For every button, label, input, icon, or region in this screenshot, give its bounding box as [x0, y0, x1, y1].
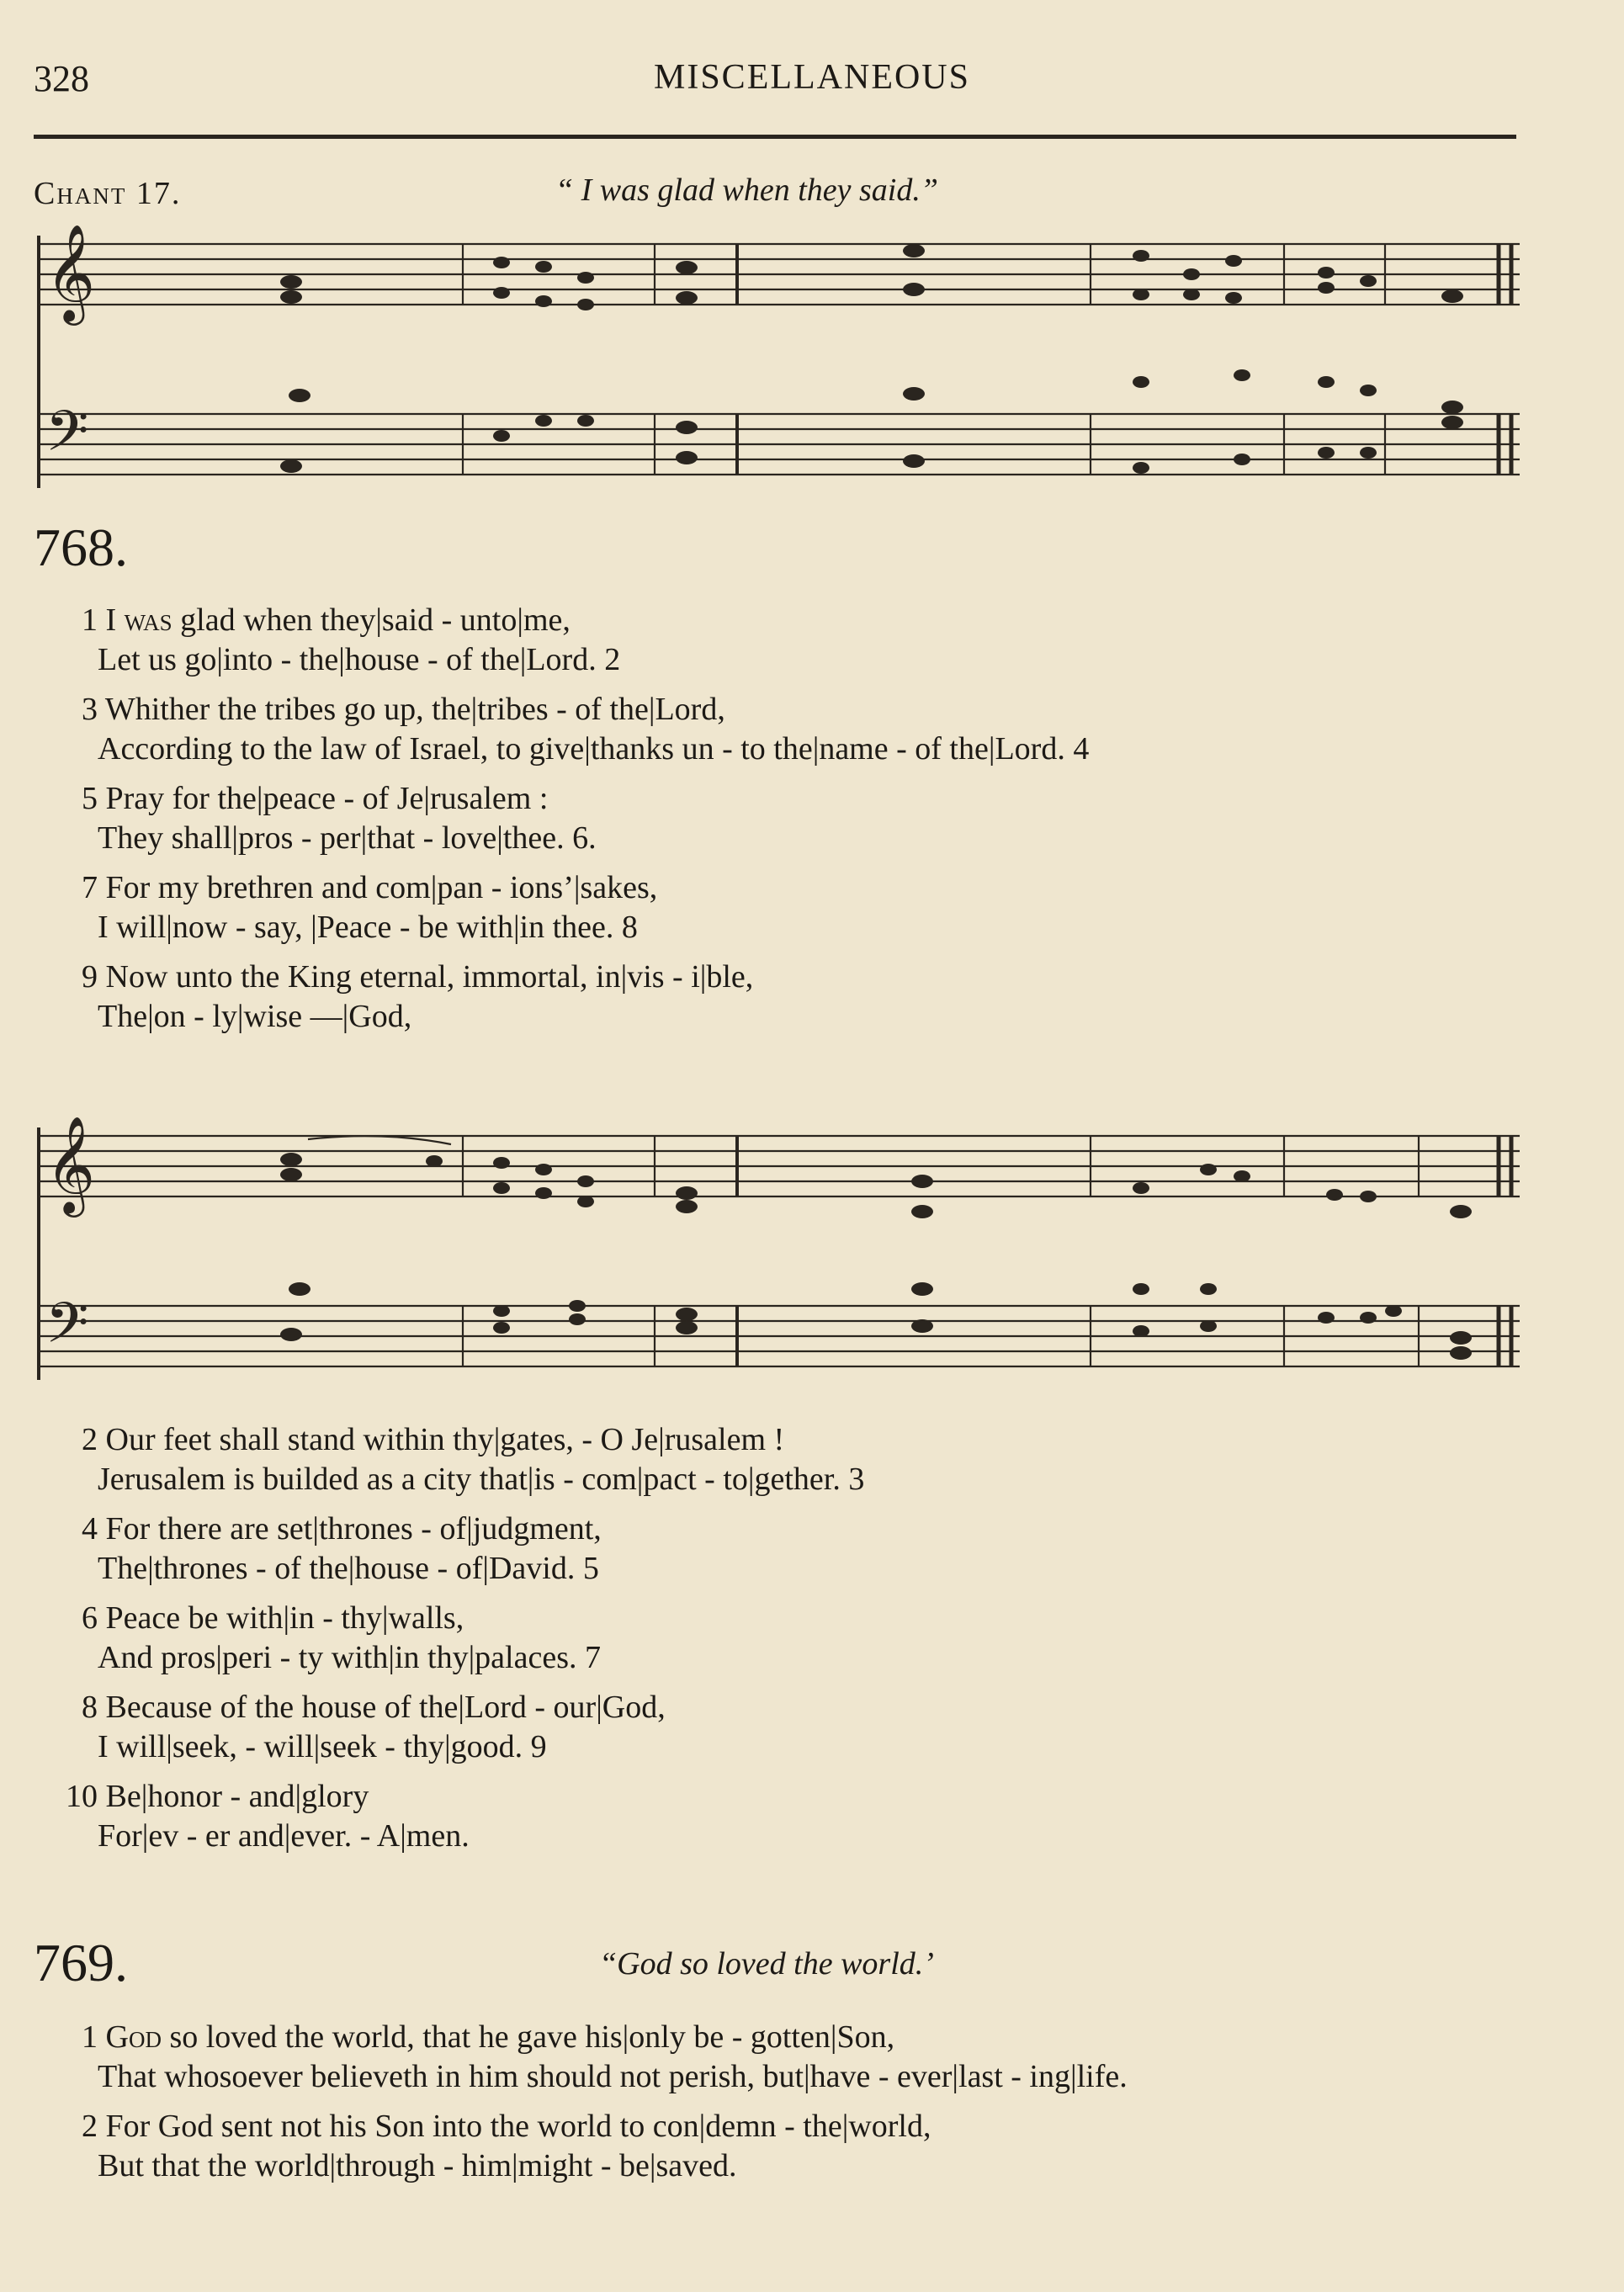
verse-number: 1 — [82, 602, 98, 638]
verse — [0, 1599, 1624, 1678]
verse-text: glad when they|said - unto|me, — [172, 602, 571, 638]
verse — [0, 2018, 1624, 2097]
verse-text: Because of the house of the|Lord - our|God, — [105, 1690, 666, 1725]
verse — [0, 779, 1624, 858]
verse-number: 5 — [82, 781, 98, 816]
verse — [0, 601, 1624, 680]
verse — [0, 1777, 1624, 1856]
verse-text: Our feet shall stand within thy|gates, - O Je|rusalem ! — [105, 1422, 785, 1457]
svg-text:𝄞: 𝄞 — [45, 223, 96, 321]
verse-first-word: I was — [105, 602, 172, 638]
chant-title: “ I was glad when they said.” — [555, 172, 938, 208]
verse-text: Peace be with|in - thy|walls, — [105, 1600, 464, 1636]
verse-number: 3 — [82, 692, 98, 727]
psalm-number: 768. — [34, 517, 128, 577]
page-number: 328 — [34, 58, 89, 99]
verse-text: I will|seek, - will|seek - thy|good. 9 — [98, 1729, 547, 1764]
verse-text: so loved the world, that he gave his|only be - gotten|Son, — [161, 2019, 895, 2055]
verse-text: For there are set|thrones - of|judgment, — [105, 1511, 602, 1547]
verse — [0, 1420, 1624, 1499]
verse-text: The|thrones - of the|house - of|David. 5 — [98, 1551, 599, 1586]
svg-text:𝄢: 𝄢 — [45, 1291, 89, 1369]
verse-text: Be|honor - and|glory — [105, 1779, 369, 1814]
verse-text: For|ev - er and|ever. - A|men. — [98, 1818, 470, 1854]
verse — [0, 2107, 1624, 2186]
verse-number: 2 — [82, 2109, 98, 2144]
verse — [0, 1688, 1624, 1767]
svg-text:𝄞: 𝄞 — [45, 1115, 96, 1213]
verse-number: 9 — [82, 959, 98, 995]
verse-text: That whosoever believeth in him should not perish, but|have - ever|last - ing|life. — [98, 2059, 1128, 2094]
verse — [0, 690, 1624, 769]
verse — [0, 868, 1624, 947]
music-staff-system — [30, 210, 1528, 505]
verses-768-a — [0, 601, 1624, 1047]
verse-text: I will|now - say, |Peace - be with|in thee. 8 — [98, 910, 638, 945]
verse-number: 1 — [82, 2019, 98, 2055]
verse — [0, 958, 1624, 1037]
verse-number: 8 — [82, 1690, 98, 1725]
running-head: MISCELLANEOUS — [653, 58, 970, 97]
verse — [0, 1509, 1624, 1589]
verse-text: Jerusalem is builded as a city that|is - com|pact - to|gether. 3 — [98, 1462, 865, 1497]
music-staff-system — [30, 1111, 1528, 1397]
verse-text: Whither the tribes go up, the|tribes - of the|Lord, — [104, 692, 725, 727]
verse-text: Pray for the|peace - of Je|rusalem : — [105, 781, 549, 816]
verses-768-b — [0, 1420, 1624, 1866]
verse-text: The|on - ly|wise —|God, — [98, 999, 412, 1034]
psalm-number: 769. — [34, 1933, 128, 1992]
verse-text: And pros|peri - ty with|in thy|palaces. 7 — [98, 1640, 601, 1675]
verse-first-word: God — [105, 2019, 162, 2055]
svg-text:𝄢: 𝄢 — [45, 399, 89, 477]
verse-number: 7 — [82, 870, 98, 905]
header-rule — [34, 135, 1516, 139]
verse-number: 10 — [66, 1779, 98, 1814]
verse-text: According to the law of Israel, to give|thanks un - to the|name - of the|Lord. 4 — [98, 731, 1090, 767]
verse-text: Let us go|into - the|house - of the|Lord. 2 — [98, 642, 621, 677]
chant-label: Chant 17. — [34, 176, 182, 211]
verse-number: 4 — [82, 1511, 98, 1547]
verses-769 — [0, 2018, 1624, 2196]
psalm-subtitle: “God so loved the world.’ — [599, 1946, 934, 1982]
verse-text: They shall|pros - per|that - love|thee. 6. — [98, 820, 597, 856]
verse-number: 2 — [82, 1422, 98, 1457]
verse-number: 6 — [82, 1600, 98, 1636]
verse-text: For my brethren and com|pan - ions’|sakes, — [105, 870, 658, 905]
verse-text: But that the world|through - him|might - be|saved. — [98, 2148, 737, 2183]
verse-text: For God sent not his Son into the world to con|demn - the|world, — [105, 2109, 931, 2144]
verse-text: Now unto the King eternal, immortal, in|vis - i|ble, — [105, 959, 754, 995]
music-score-top — [30, 210, 1528, 505]
music-score-bottom — [30, 1111, 1528, 1397]
